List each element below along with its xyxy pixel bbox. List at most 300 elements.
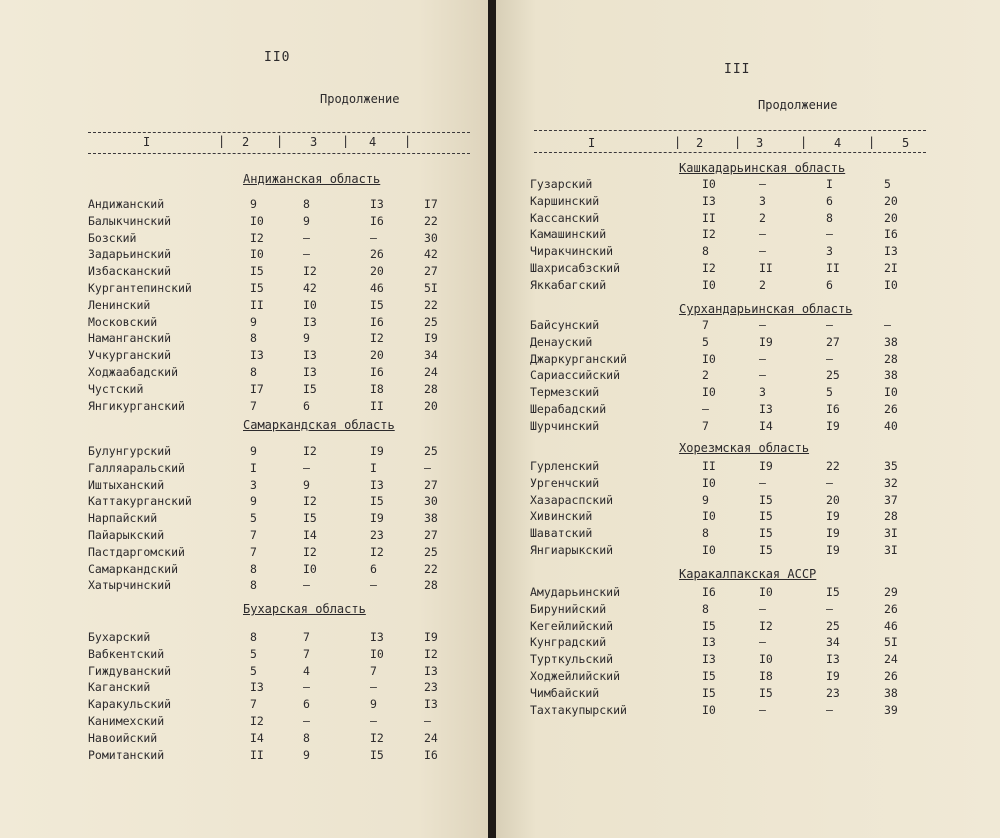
cell-value: 2 [702,368,709,383]
cell-value: – [370,714,377,728]
district-name: Кегейлийский [530,618,614,633]
cell-value: I3 [884,244,898,259]
cell-value: 5 [884,177,891,191]
cell-value: I6 [826,402,840,416]
cell-value: I0 [884,385,898,400]
cell-value: – [702,402,709,416]
district-name: Шерабадский [530,402,607,416]
table-row [88,511,454,527]
cell-value: – [303,230,310,245]
table-row [88,664,454,680]
cell-value: – [370,680,377,695]
table-row [530,211,914,227]
cell-value: 25 [424,314,438,329]
cell-value: I3 [370,477,384,492]
section-title: Хорезмская область [679,441,810,455]
cell-value: 22 [826,459,840,473]
cell-value: I0 [702,351,716,366]
cell-value: 3I [884,543,898,557]
cell-value: I5 [250,281,264,295]
table-row [530,419,914,435]
cell-value: 20 [424,398,438,413]
cell-value: 38 [884,685,898,700]
district-name: Бухарский [88,630,151,644]
cell-value: I [826,177,833,191]
cell-value: 46 [884,618,898,633]
column-header: 3 [310,135,318,149]
cell-value: I5 [370,747,384,762]
column-header: 4 [834,136,842,150]
cell-value: 8 [702,526,709,541]
cell-value: 4 [303,663,310,678]
table-row [88,731,454,747]
district-name: Яккабагский [530,277,607,292]
cell-value: 9 [702,492,709,507]
district-name: Турткульский [530,652,614,667]
district-name: Балыкчинский [88,213,172,228]
cell-value: 27 [424,477,438,492]
cell-value: II [759,261,773,275]
table-row [88,281,454,297]
table-row [530,368,914,384]
cell-value: 5I [884,635,898,650]
cell-value: 8 [250,365,257,379]
table-row [530,227,914,243]
district-name: Гузарский [530,177,593,191]
cell-value: 7 [250,544,257,559]
cell-value: I9 [826,526,840,541]
cell-value: I9 [759,334,773,349]
section-title: Сурхандарьинская область [679,302,853,316]
table-row [530,543,914,559]
cell-value: I9 [424,630,438,644]
cell-value: 3 [826,244,833,259]
district-name: Чиракчинский [530,244,614,259]
cell-value: 46 [370,281,384,295]
cell-value: I0 [702,509,716,524]
cell-value: 3 [250,477,257,492]
column-separator: | [218,134,226,148]
district-name: Задарьинский [88,247,172,262]
cell-value: I2 [370,331,384,346]
cell-value: II [250,747,264,762]
header-rule-top [534,130,926,131]
cell-value: I6 [370,314,384,329]
cell-value: 26 [370,247,384,262]
table-row [88,494,454,510]
district-name: Ургенчский [530,475,600,490]
column-separator: | [404,134,412,148]
cell-value: I6 [884,227,898,242]
cell-value: 28 [884,351,898,366]
district-name: Каттакурганский [88,494,192,509]
column-header: 3 [756,136,764,150]
cell-value: 20 [370,348,384,363]
district-name: Амударьинский [530,585,621,599]
table-row [88,264,454,280]
cell-value: – [759,601,766,616]
cell-value: 6 [370,561,377,576]
cell-value: 5 [250,663,257,678]
cell-value: 3 [759,385,766,400]
cell-value: – [424,460,431,475]
cell-value: I0 [303,297,317,312]
cell-value: 7 [303,630,310,644]
table-row [530,686,914,702]
cell-value: I2 [250,714,264,728]
cell-value: I5 [759,492,773,507]
table-row [530,493,914,509]
district-name: Самаркандский [88,561,179,576]
table-row [530,318,914,334]
district-name: Бозский [88,230,137,245]
table-row [88,748,454,764]
district-name: Шахрисабзский [530,261,621,275]
district-name: Московский [88,314,158,329]
district-name: Гиждуванский [88,663,172,678]
cell-value: I0 [702,277,716,292]
table-row [88,461,454,477]
district-name: Шурчинский [530,418,600,433]
cell-value: I9 [370,511,384,526]
district-name: Кургантепинский [88,281,192,295]
cell-value: – [303,247,310,262]
table-row [88,562,454,578]
cell-value: I6 [370,365,384,379]
table-row [530,335,914,351]
table-row [88,578,454,594]
table-row [88,478,454,494]
cell-value: 9 [303,213,310,228]
cell-value: 8 [826,210,833,225]
cell-value: 5 [250,646,257,661]
cell-value: I5 [759,526,773,541]
district-name: Каршинский [530,193,600,208]
cell-value: 25 [424,444,438,458]
cell-value: 38 [424,511,438,526]
cell-value: I0 [759,585,773,599]
cell-value: I4 [250,730,264,745]
header-rule-bottom [534,152,926,153]
cell-value: I7 [250,381,264,396]
cell-value: I3 [424,697,438,712]
cell-value: I2 [759,618,773,633]
cell-value: 42 [303,281,317,295]
cell-value: 39 [884,702,898,717]
cell-value: I0 [759,652,773,667]
district-name: Янгиарыкский [530,543,614,557]
cell-value: I2 [702,261,716,275]
cell-value: I6 [370,213,384,228]
cell-value: I3 [759,402,773,416]
table-row [530,352,914,368]
cell-value: I3 [250,680,264,695]
table-row [530,585,914,601]
cell-value: I5 [702,685,716,700]
cell-value: I2 [424,646,438,661]
cell-value: – [759,702,766,717]
cell-value: I0 [370,646,384,661]
cell-value: – [303,460,310,475]
district-name: Янгикурганский [88,398,185,413]
table-row [88,399,454,415]
cell-value: I3 [303,365,317,379]
table-row [88,697,454,713]
column-header: 2 [242,135,250,149]
district-name: Джаркурганский [530,351,627,366]
cell-value: – [759,475,766,490]
table-row [88,231,454,247]
cell-value: 28 [424,381,438,396]
district-name: Пастдаргомский [88,544,185,559]
cell-value: 7 [370,663,377,678]
header-rule-top [88,132,470,133]
cell-value: 6 [303,398,310,413]
right-page [496,0,1000,838]
table-row [530,385,914,401]
cell-value: – [826,351,833,366]
cell-value: 23 [370,528,384,542]
cell-value: 22 [424,297,438,312]
district-name: Байсунский [530,318,600,332]
district-name: Вабкентский [88,646,165,661]
table-row [88,714,454,730]
cell-value: I9 [826,509,840,524]
cell-value: 7 [702,318,709,332]
cell-value: – [759,351,766,366]
cell-value: – [370,230,377,245]
cell-value: I3 [303,348,317,363]
continuation-label: Продолжение [320,92,400,106]
table-row [88,444,454,460]
cell-value: I2 [370,544,384,559]
cell-value: 30 [424,230,438,245]
district-name: Каганский [88,680,151,695]
cell-value: I3 [424,663,438,678]
cell-value: II [370,398,384,413]
cell-value: 8 [250,578,257,593]
cell-value: – [884,318,891,332]
cell-value: 28 [884,509,898,524]
column-header: I [588,136,596,150]
table-row [530,703,914,719]
cell-value: 9 [250,494,257,509]
cell-value: I3 [702,193,716,208]
column-separator: | [674,135,682,149]
district-name: Хивинский [530,509,593,524]
cell-value: I5 [303,511,317,526]
cell-value: I3 [370,197,384,211]
column-header: I [143,135,151,149]
district-name: Шаватский [530,526,593,541]
left-page [0,0,492,838]
cell-value: I5 [370,494,384,509]
table-row [530,194,914,210]
table-row [530,602,914,618]
cell-value: I3 [370,630,384,644]
cell-value: I7 [424,197,438,211]
cell-value: – [826,601,833,616]
cell-value: 2 [759,210,766,225]
cell-value: 5I [424,281,438,295]
cell-value: 26 [884,669,898,683]
cell-value: 38 [884,334,898,349]
cell-value: 34 [424,348,438,363]
cell-value: I3 [303,314,317,329]
cell-value: 24 [424,730,438,745]
cell-value: I5 [759,685,773,700]
column-separator: | [276,134,284,148]
cell-value: I5 [759,543,773,557]
cell-value: I0 [884,277,898,292]
cell-value: I5 [370,297,384,312]
table-row [530,177,914,193]
cell-value: 8 [250,561,257,576]
cell-value: I2 [303,264,317,279]
district-name: Хатырчинский [88,578,172,593]
cell-value: I2 [250,230,264,245]
district-name: Камашинский [530,227,607,242]
table-row [88,545,454,561]
cell-value: II [702,459,716,473]
cell-value: – [759,368,766,383]
section-title: Каракалпакская АССР [679,567,817,581]
cell-value: I [250,460,257,475]
cell-value: I0 [702,702,716,717]
page-number: II0 [264,50,291,65]
cell-value: 25 [424,544,438,559]
section-title: Кашкадарьинская область [679,161,846,175]
cell-value: 2 [759,277,766,292]
cell-value: 24 [424,365,438,379]
district-name: Булунгурский [88,444,172,458]
table-row [530,526,914,542]
district-name: Термезский [530,385,600,400]
table-row [88,680,454,696]
cell-value: 40 [884,418,898,433]
cell-value: I9 [826,543,840,557]
cell-value: I0 [303,561,317,576]
cell-value: 29 [884,585,898,599]
district-name: Иштыханский [88,477,165,492]
district-name: Сариассийский [530,368,621,383]
cell-value: 20 [370,264,384,279]
cell-value: 26 [884,402,898,416]
table-row [530,402,914,418]
cell-value: – [759,177,766,191]
cell-value: 8 [250,630,257,644]
table-row [530,619,914,635]
table-row [88,647,454,663]
cell-value: – [303,714,310,728]
district-name: Андижанский [88,197,165,211]
cell-value: I2 [702,227,716,242]
table-row [88,382,454,398]
cell-value: I0 [250,213,264,228]
table-row [530,244,914,260]
table-row [88,630,454,646]
cell-value: – [759,318,766,332]
district-name: Кассанский [530,210,600,225]
district-name: Гурленский [530,459,600,473]
column-separator: | [342,134,350,148]
cell-value: I0 [702,543,716,557]
column-header: 5 [902,136,910,150]
cell-value: 5 [826,385,833,400]
cell-value: 8 [702,601,709,616]
cell-value: – [826,227,833,242]
cell-value: 32 [884,475,898,490]
table-row [530,652,914,668]
cell-value: 27 [424,264,438,279]
section-title: Бухарская область [243,602,366,616]
cell-value: – [424,714,431,728]
cell-value: 9 [250,197,257,211]
column-separator: | [868,135,876,149]
cell-value: I2 [303,494,317,509]
cell-value: 2I [884,261,898,275]
table-row [88,214,454,230]
continuation-label: Продолжение [758,98,838,112]
cell-value: 6 [826,193,833,208]
table-row [88,331,454,347]
cell-value: I5 [702,618,716,633]
cell-value: 8 [303,730,310,745]
cell-value: 35 [884,459,898,473]
cell-value: 20 [884,210,898,225]
district-name: Хазараспский [530,492,614,507]
table-row [530,459,914,475]
cell-value: 7 [702,418,709,433]
cell-value: 7 [303,646,310,661]
cell-value: I5 [826,585,840,599]
district-name: Нарпайский [88,511,158,526]
cell-value: I5 [759,509,773,524]
cell-value: 20 [884,193,898,208]
district-name: Пайарыкский [88,528,165,542]
cell-value: I9 [826,418,840,433]
district-name: Каракульский [88,697,172,712]
table-row [88,528,454,544]
cell-value: I4 [759,418,773,433]
cell-value: 30 [424,494,438,509]
table-row [88,197,454,213]
cell-value: 27 [826,334,840,349]
cell-value: 24 [884,652,898,667]
cell-value: I0 [702,475,716,490]
cell-value: 25 [826,618,840,633]
table-row [88,315,454,331]
table-row [530,635,914,651]
cell-value: 8 [303,197,310,211]
cell-value: 3 [759,193,766,208]
district-name: Ходжаабадский [88,365,179,379]
table-row [530,669,914,685]
cell-value: I2 [370,730,384,745]
column-separator: | [800,135,808,149]
cell-value: 5 [250,511,257,526]
cell-value: 5 [702,334,709,349]
cell-value: I8 [370,381,384,396]
cell-value: 9 [303,331,310,346]
cell-value: 8 [250,331,257,346]
cell-value: I3 [702,635,716,650]
section-title: Андижанская область [243,172,381,186]
cell-value: I5 [250,264,264,279]
cell-value: – [826,702,833,717]
cell-value: – [826,475,833,490]
cell-value: I3 [702,652,716,667]
